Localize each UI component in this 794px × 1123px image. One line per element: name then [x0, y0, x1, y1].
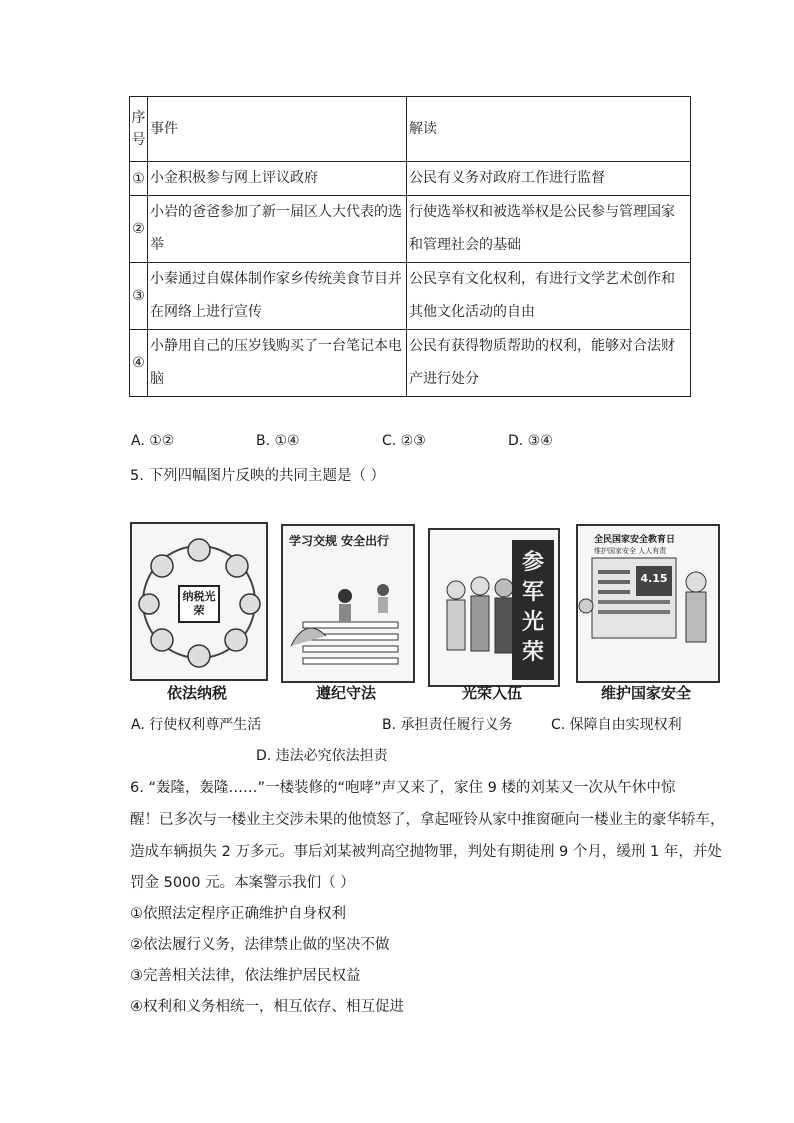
q5-stem: 5. 下列四幅图片反映的共同主题是（ ） [130, 468, 386, 484]
events-table [129, 96, 691, 397]
q6-statement-1: ①依照法定程序正确维护自身权利 [130, 906, 346, 922]
q6-stem-line: 造成车辆损失 2 万多元。事后刘某被判高空抛物罪，判处有期徒刑 9 个月，缓刑 1 年，并处 [130, 844, 722, 860]
caption-tax: 依法纳税 [166, 684, 227, 702]
q4-option-a[interactable]: A. ①② [131, 433, 175, 449]
table-row [130, 196, 691, 263]
traffic-banner-text: 学习交规 安全出行 [289, 534, 390, 548]
caption-military: 光荣入伍 [461, 684, 522, 702]
q5-option-d[interactable]: D. 违法必究依法担责 [256, 748, 388, 764]
q6-stem-line: 醒！已多次与一楼业主交涉未果的他愤怒了，拿起哑铃从家中推窗砸向一楼业主的豪华轿车， [130, 812, 725, 828]
row-reading: 公民有义务对政府工作进行监督 [407, 162, 691, 196]
row-no: ① [130, 162, 148, 196]
row-event: 小秦通过自媒体制作家乡传统美食节目并在网络上进行宣传 [148, 263, 407, 330]
q6-statement-4: ④权利和义务相统一，相互依存、相互促进 [130, 999, 404, 1015]
military-vertical-text: 参军光荣 [521, 550, 544, 665]
row-no: ③ [130, 263, 148, 330]
q4-option-c[interactable]: C. ②③ [382, 433, 426, 449]
q6-stem-line: 罚金 5000 元。本案警示我们（ ） [130, 875, 355, 891]
q5-illustration [130, 522, 718, 700]
security-header-text: 全民国家安全教育日 [594, 535, 676, 545]
security-sub-text: 维护国家安全 人人有责 [594, 547, 667, 555]
q5-option-c[interactable]: C. 保障自由实现权利 [551, 717, 682, 733]
row-no: ② [130, 196, 148, 263]
table-header-row [130, 97, 691, 162]
q6-stem-line: 6. “轰隆，轰隆……”一楼装修的“咆哮”声又来了，家住 9 楼的刘某又一次从午休中惊 [130, 780, 676, 796]
header-no: 序号 [130, 97, 148, 162]
caption-security: 维护国家安全 [600, 684, 691, 702]
row-event: 小岩的爸爸参加了新一届区人大代表的选举 [148, 196, 407, 263]
tax-panel [130, 522, 268, 681]
q6-statement-3: ③完善相关法律，依法维护居民权益 [130, 968, 361, 984]
header-event: 事件 [148, 97, 407, 162]
security-date-text: 4.15 [640, 572, 668, 585]
row-reading: 公民有获得物质帮助的权利，能够对合法财产进行处分 [407, 330, 691, 397]
q4-option-b[interactable]: B. ①④ [256, 433, 300, 449]
table-row [130, 162, 691, 196]
header-reading: 解读 [407, 97, 691, 162]
row-reading: 公民享有文化权利，有进行文学艺术创作和其他文化活动的自由 [407, 263, 691, 330]
traffic-panel [281, 524, 415, 683]
row-event: 小金积极参与网上评议政府 [148, 162, 407, 196]
caption-law: 遵纪守法 [315, 684, 376, 702]
q5-option-a[interactable]: A. 行使权利尊严生活 [131, 717, 262, 733]
military-panel [428, 528, 560, 687]
security-panel [576, 524, 720, 683]
crosswalk-illustration [283, 526, 413, 681]
row-reading: 行使选举权和被选举权是公民参与管理国家和管理社会的基础 [407, 196, 691, 263]
q4-option-d[interactable]: D. ③④ [508, 433, 553, 449]
q5-option-b[interactable]: B. 承担责任履行义务 [382, 717, 513, 733]
row-event: 小静用自己的压岁钱购买了一台笔记本电脑 [148, 330, 407, 397]
row-no: ④ [130, 330, 148, 397]
table-row [130, 263, 691, 330]
table-row [130, 330, 691, 397]
tax-sign-text: 纳税光荣 [182, 590, 216, 617]
q6-statement-2: ②依法履行义务，法律禁止做的坚决不做 [130, 937, 390, 953]
